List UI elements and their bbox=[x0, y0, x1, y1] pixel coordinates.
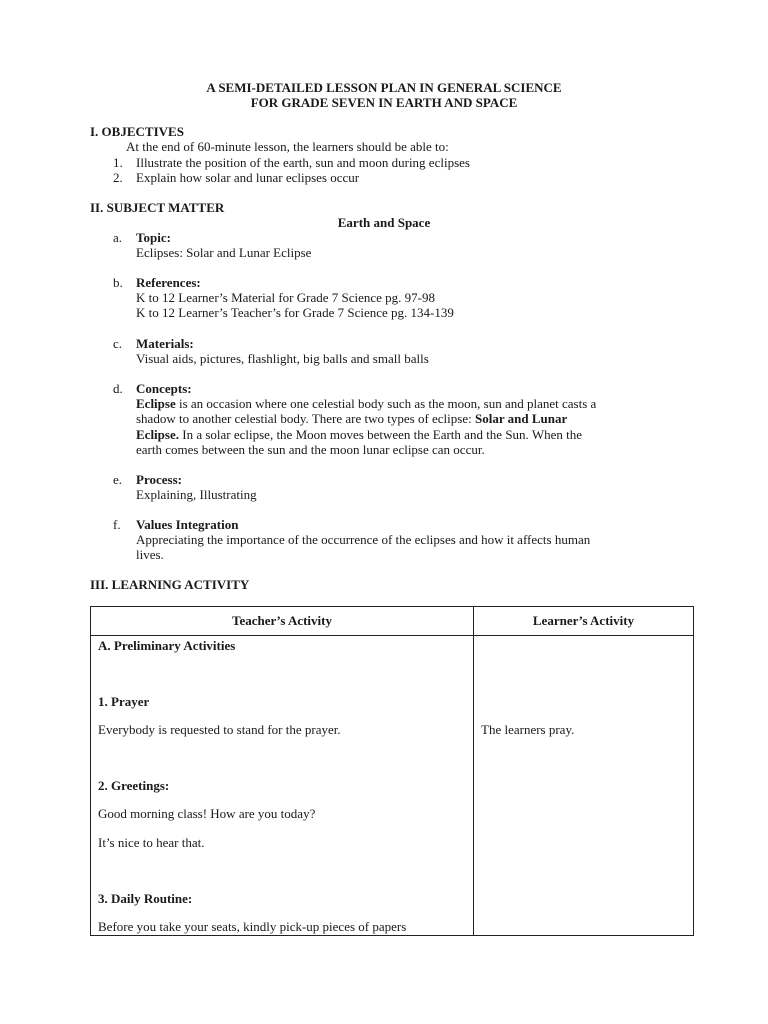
concepts-label: Concepts: bbox=[136, 381, 192, 396]
reference-line-2: K to 12 Learner’s Teacher’s for Grade 7 Science pg. 134-139 bbox=[136, 305, 454, 320]
concepts-line-4: earth comes between the sun and the moon lunar eclipse can occur. bbox=[136, 442, 485, 457]
concepts-line-2-bold: Solar and Lunar bbox=[474, 411, 568, 426]
objective-item-1: Illustrate the position of the earth, sun and moon during eclipses bbox=[136, 155, 470, 170]
table-row bbox=[91, 636, 694, 936]
daily-routine-heading: 3. Daily Routine: bbox=[98, 891, 193, 906]
learning-activity-table bbox=[90, 606, 694, 936]
values-line-2: lives. bbox=[136, 547, 164, 562]
concepts-line-3 bbox=[136, 427, 582, 442]
greetings-line-1: Good morning class! How are you today? bbox=[98, 806, 316, 821]
concepts-line-1 bbox=[136, 396, 596, 411]
process-label: Process: bbox=[136, 472, 182, 487]
teacher-activity-header: Teacher’s Activity bbox=[91, 607, 474, 636]
learning-activity-heading: III. LEARNING ACTIVITY bbox=[90, 577, 250, 592]
table-header-row bbox=[91, 607, 694, 636]
concepts-line-3-text: In a solar eclipse, the Moon moves between the Earth and the Sun. When the bbox=[178, 427, 582, 442]
subject-matter-subtitle: Earth and Space bbox=[337, 215, 431, 230]
prayer-learner-text: The learners pray. bbox=[481, 722, 575, 737]
references-label: References: bbox=[136, 275, 201, 290]
objective-item-2: Explain how solar and lunar eclipses occur bbox=[136, 170, 360, 185]
process-text: Explaining, Illustrating bbox=[136, 487, 257, 502]
topic-letter: a. bbox=[113, 230, 123, 245]
concepts-term: Eclipse bbox=[136, 396, 176, 411]
preliminary-activities-heading: A. Preliminary Activities bbox=[98, 638, 236, 653]
concepts-line-3-bold: Eclipse. bbox=[136, 427, 179, 442]
greetings-heading: 2. Greetings: bbox=[98, 778, 170, 793]
values-line-1: Appreciating the importance of the occurrence of the eclipses and how it affects human bbox=[136, 532, 591, 547]
concepts-line-1-text: is an occasion where one celestial body such as the moon, sun and planet casts a bbox=[175, 396, 597, 411]
reference-line-1: K to 12 Learner’s Material for Grade 7 Science pg. 97-98 bbox=[136, 290, 436, 305]
daily-routine-line-1: Before you take your seats, kindly pick-up pieces of papers bbox=[98, 919, 407, 934]
objective-number-1: 1. bbox=[113, 155, 123, 170]
objective-number-2: 2. bbox=[113, 170, 123, 185]
prayer-teacher-text: Everybody is requested to stand for the prayer. bbox=[98, 722, 341, 737]
references-letter: b. bbox=[113, 275, 123, 290]
process-letter: e. bbox=[113, 472, 123, 487]
materials-text: Visual aids, pictures, flashlight, big balls and small balls bbox=[136, 351, 429, 366]
materials-letter: c. bbox=[113, 336, 123, 351]
objectives-heading: I. OBJECTIVES bbox=[90, 124, 184, 139]
document-title-line1: A SEMI-DETAILED LESSON PLAN IN GENERAL SCIENCE bbox=[206, 80, 562, 95]
materials-label: Materials: bbox=[136, 336, 194, 351]
concepts-line-2-text: shadow to another celestial body. There are two types of eclipse: bbox=[136, 411, 475, 426]
learner-activity-header: Learner’s Activity bbox=[474, 607, 694, 636]
values-label: Values Integration bbox=[136, 517, 239, 532]
document-title-line2: FOR GRADE SEVEN IN EARTH AND SPACE bbox=[250, 95, 518, 110]
subject-matter-heading: II. SUBJECT MATTER bbox=[90, 200, 225, 215]
prayer-heading: 1. Prayer bbox=[98, 694, 150, 709]
teacher-activity-cell bbox=[91, 636, 474, 936]
values-letter: f. bbox=[113, 517, 121, 532]
learner-activity-cell bbox=[474, 636, 694, 936]
greetings-line-2: It’s nice to hear that. bbox=[98, 835, 205, 850]
topic-label: Topic: bbox=[136, 230, 171, 245]
concepts-line-2 bbox=[136, 411, 567, 426]
concepts-letter: d. bbox=[113, 381, 123, 396]
objectives-intro: At the end of 60-minute lesson, the learners should be able to: bbox=[126, 139, 449, 154]
topic-text: Eclipses: Solar and Lunar Eclipse bbox=[136, 245, 312, 260]
